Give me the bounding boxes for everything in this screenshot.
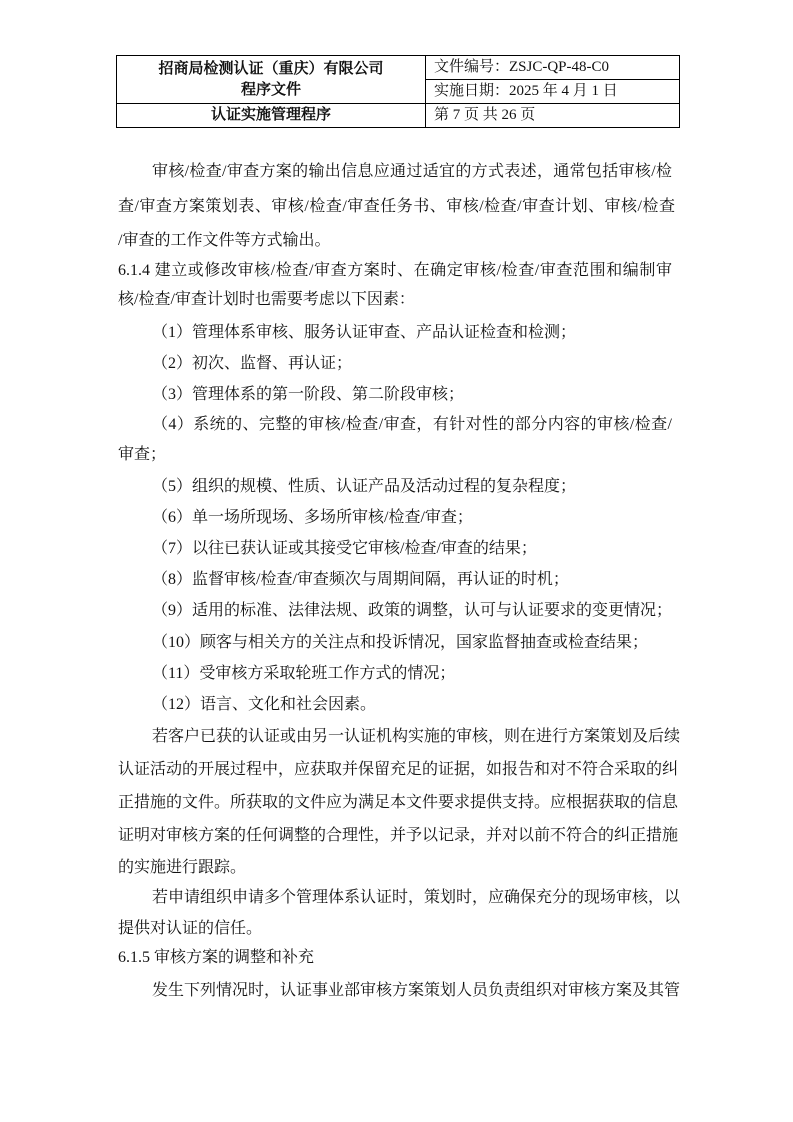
paragraph-line: 查/审查方案策划表、审核/检查/审查任务书、审核/检查/审查计划、审核/检查 xyxy=(118,198,675,215)
list-item: （11）受审核方采取轮班工作方式的情况； xyxy=(152,665,456,682)
section-heading-6-1-4: 6.1.4 建立或修改审核/检查/审查方案时、在确定审核/检查/审查范围和编制审 xyxy=(118,262,672,279)
paragraph-line: 若客户已获的认证或由另一认证机构实施的审核，则在进行方案策划及后续 xyxy=(152,728,681,745)
list-item: （3）管理体系的第一阶段、第二阶段审核； xyxy=(152,386,465,403)
document-header-table xyxy=(116,55,680,128)
list-item: （1）管理体系审核、服务认证审查、产品认证检查和检测； xyxy=(152,324,577,341)
paragraph-line: 发生下列情况时，认证事业部审核方案策划人员负责组织对审核方案及其管 xyxy=(152,982,681,999)
list-item-continuation: 审查； xyxy=(118,446,167,463)
paragraph-line: 提供对认证的信任。 xyxy=(118,920,263,937)
effective-date: 实施日期：2025 年 4 月 1 日 xyxy=(426,80,680,104)
company-cell xyxy=(117,56,426,104)
document-header xyxy=(116,55,680,128)
section-heading-6-1-5: 6.1.5 审核方案的调整和补充 xyxy=(118,949,315,966)
document-number: 文件编号：ZSJC-QP-48-C0 xyxy=(426,56,680,80)
list-item: （6）单一场所现场、多场所审核/检查/审查； xyxy=(152,509,473,526)
procedure-name: 认证实施管理程序 xyxy=(117,104,426,128)
list-item: （4）系统的、完整的审核/检查/审查，有针对性的部分内容的审核/检查/ xyxy=(152,416,672,433)
document-type: 程序文件 xyxy=(240,81,301,98)
paragraph-line: 证明对审核方案的任何调整的合理性，并予以记录，并对以前不符合的纠正措施 xyxy=(118,827,679,844)
paragraph-line: 核/检查/审查计划时也需要考虑以下因素： xyxy=(118,291,415,308)
company-name: 招商局检测认证（重庆）有限公司 xyxy=(158,60,384,77)
paragraph-line: 若申请组织申请多个管理体系认证时，策划时，应确保充分的现场审核，以 xyxy=(152,889,681,906)
list-item: （2）初次、监督、再认证； xyxy=(152,355,353,372)
list-item: （12）语言、文化和社会因素。 xyxy=(152,696,377,713)
list-item: （9）适用的标准、法律法规、政策的调整，认可与认证要求的变更情况； xyxy=(152,602,673,619)
list-item: （7）以往已获认证或其接受它审核/检查/审查的结果； xyxy=(152,540,537,557)
paragraph-line: 审核/检查/审查方案的输出信息应通过适宜的方式表述，通常包括审核/检 xyxy=(152,163,672,180)
list-item: （10）顾客与相关方的关注点和投诉情况，国家监督抽查或检查结果； xyxy=(152,634,649,651)
list-item: （8）监督审核/检查/审查频次与周期间隔，再认证的时机； xyxy=(152,571,569,588)
paragraph-line: 认证活动的开展过程中，应获取并保留充足的证据，如报告和对不符合采取的纠 xyxy=(118,761,679,778)
list-item: （5）组织的规模、性质、认证产品及活动过程的复杂程度； xyxy=(152,478,577,495)
page-info: 第 7 页 共 26 页 xyxy=(426,104,680,128)
paragraph-line: /审查的工作文件等方式输出。 xyxy=(118,232,331,249)
paragraph-line: 的实施进行跟踪。 xyxy=(118,859,247,876)
paragraph-line: 正措施的文件。所获取的文件应为满足本文件要求提供支持。应根据获取的信息 xyxy=(118,794,679,811)
